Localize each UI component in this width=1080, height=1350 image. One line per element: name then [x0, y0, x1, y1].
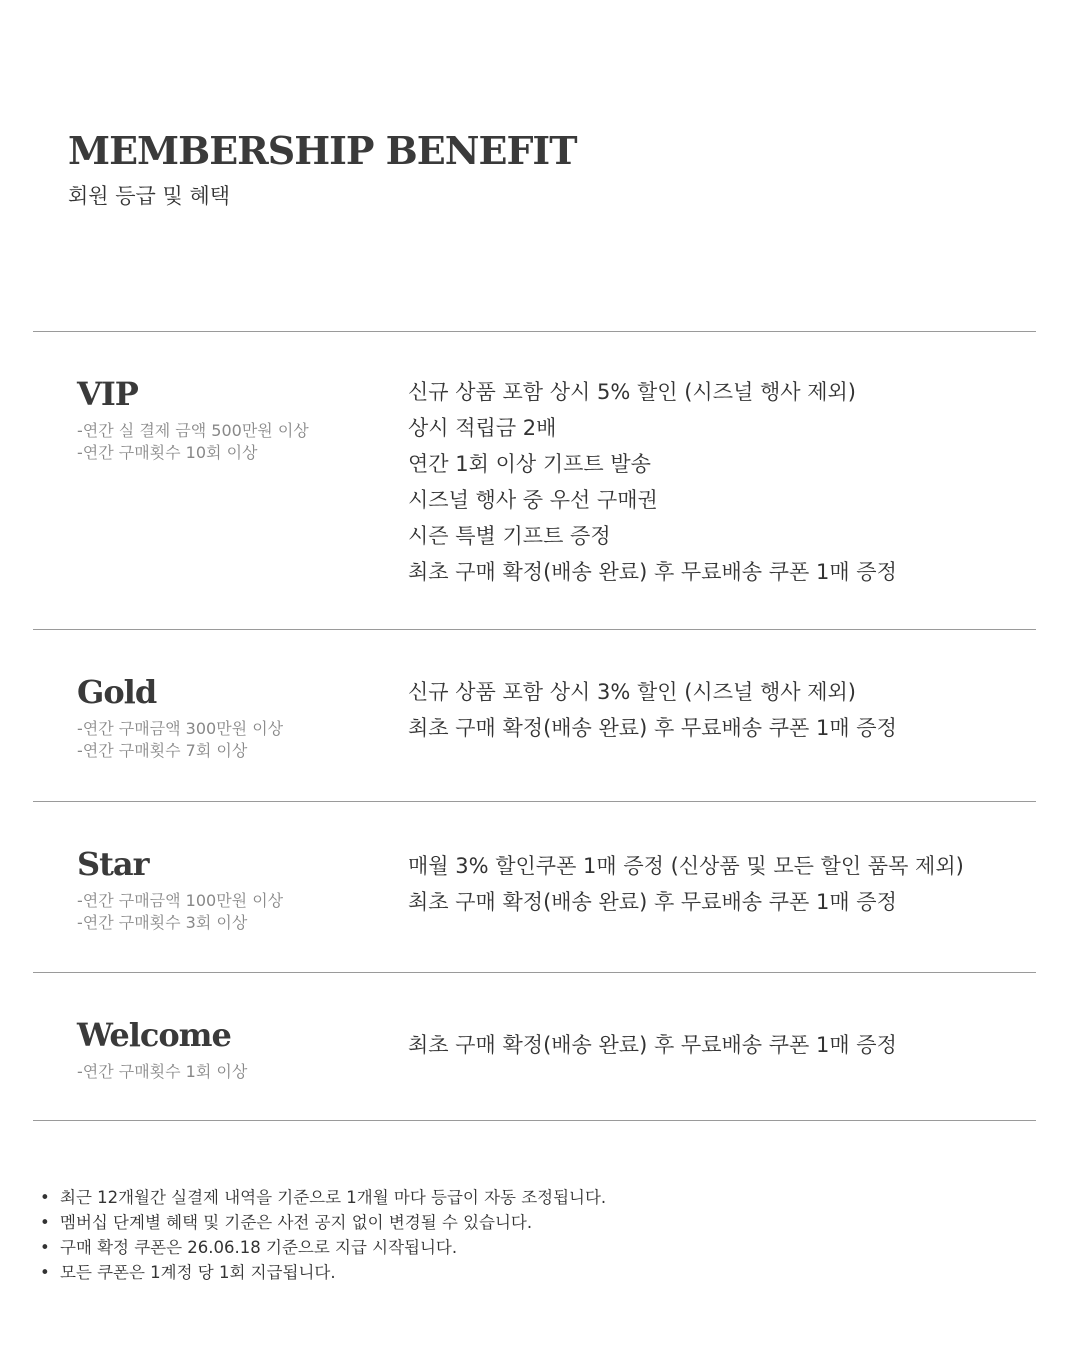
tier-name: VIP [77, 375, 138, 413]
tier-name: Welcome [77, 1016, 231, 1054]
notes-list [40, 1185, 606, 1285]
tier-table [33, 331, 1036, 1121]
tier-info [77, 672, 283, 762]
note-item: • 멤버십 단계별 혜택 및 기준은 사전 공지 없이 변경될 수 있습니다. [40, 1210, 606, 1235]
note-item: • 구매 확정 쿠폰은 26.06.18 기준으로 지급 시작됩니다. [40, 1235, 606, 1260]
tier-benefits [408, 374, 897, 590]
tier-requirements [77, 718, 283, 762]
benefit-item: 신규 상품 포함 상시 3% 할인 (시즈널 행사 제외) [408, 680, 856, 704]
benefit-item: 연간 1회 이상 기프트 발송 [408, 452, 651, 476]
tier-row-welcome [33, 972, 1036, 1121]
benefit-item: 최초 구매 확정(배송 완료) 후 무료배송 쿠폰 1매 증정 [408, 890, 897, 914]
tier-requirements [77, 1061, 247, 1083]
page-subtitle: 회원 등급 및 혜택 [68, 184, 231, 208]
benefit-item: 신규 상품 포함 상시 5% 할인 (시즈널 행사 제외) [408, 380, 856, 404]
tier-benefits [408, 848, 964, 920]
tier-name: Gold [77, 673, 157, 711]
page-header [68, 128, 577, 210]
tier-benefits [408, 1027, 897, 1063]
note-item: • 모든 쿠폰은 1계정 당 1회 지급됩니다. [40, 1260, 606, 1285]
tier-requirements [77, 420, 309, 464]
tier-row-gold [33, 629, 1036, 801]
benefit-item: 매월 3% 할인쿠폰 1매 증정 (신상품 및 모든 할인 품목 제외) [408, 854, 964, 878]
benefit-item: 시즈널 행사 중 우선 구매권 [408, 488, 658, 512]
requirement-item: -연간 구매횟수 1회 이상 [77, 1062, 248, 1081]
requirement-item: -연간 구매횟수 10회 이상 [77, 443, 258, 462]
requirement-item: -연간 구매횟수 7회 이상 [77, 741, 248, 760]
benefit-item: 시즌 특별 기프트 증정 [408, 524, 611, 548]
tier-row-vip [33, 331, 1036, 629]
tier-info [77, 374, 309, 464]
benefit-item: 상시 적립금 2배 [408, 416, 557, 440]
requirement-item: -연간 구매횟수 3회 이상 [77, 913, 248, 932]
benefit-item: 최초 구매 확정(배송 완료) 후 무료배송 쿠폰 1매 증정 [408, 716, 897, 740]
tier-name: Star [77, 845, 149, 883]
tier-row-star [33, 801, 1036, 972]
tier-benefits [408, 674, 897, 746]
requirement-item: -연간 구매금액 100만원 이상 [77, 891, 284, 910]
requirement-item: -연간 실 결제 금액 500만원 이상 [77, 421, 309, 440]
tier-info [77, 844, 283, 934]
note-item: • 최근 12개월간 실결제 내역을 기준으로 1개월 마다 등급이 자동 조정됩니다. [40, 1185, 606, 1210]
benefit-item: 최초 구매 확정(배송 완료) 후 무료배송 쿠폰 1매 증정 [408, 560, 897, 584]
tier-info [77, 1015, 247, 1083]
page-title: MEMBERSHIP BENEFIT [68, 128, 577, 173]
tier-requirements [77, 890, 283, 934]
benefit-item: 최초 구매 확정(배송 완료) 후 무료배송 쿠폰 1매 증정 [408, 1033, 897, 1057]
requirement-item: -연간 구매금액 300만원 이상 [77, 719, 284, 738]
